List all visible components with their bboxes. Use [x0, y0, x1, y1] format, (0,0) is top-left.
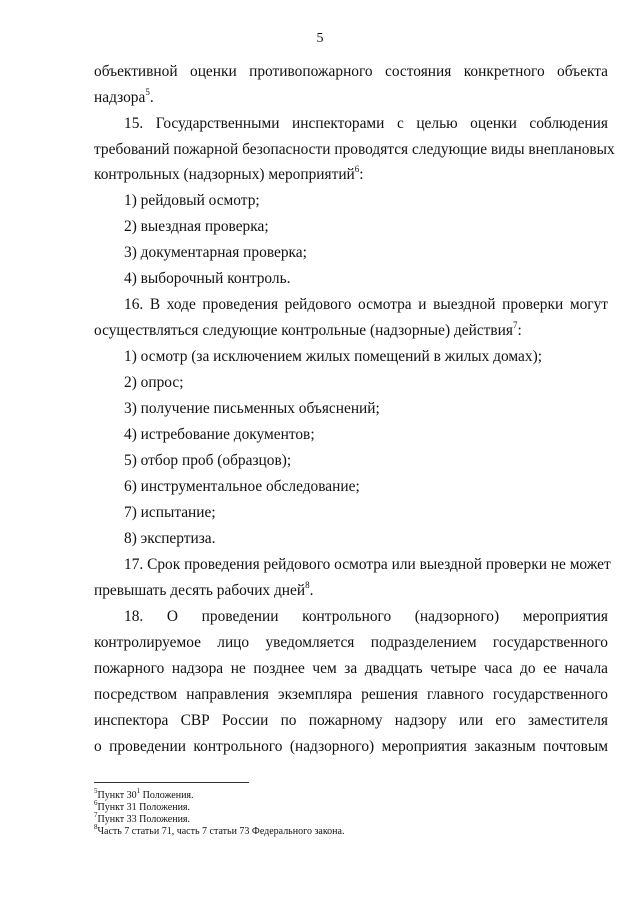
- paragraph-line: о проведении контрольного (надзорного) мероприятия заказным почтовым: [94, 738, 608, 755]
- footnote-number: 8: [94, 822, 98, 831]
- footnote-text-end: Положения.: [140, 790, 194, 801]
- list-item: 4) выборочный контроль.: [124, 270, 291, 287]
- paragraph-line: [94, 88, 608, 108]
- line-end: .: [149, 89, 154, 106]
- footnote-ref: 6: [354, 163, 360, 174]
- footnote-number: 6: [94, 798, 98, 807]
- footnote-text: Пункт 33 Положения.: [97, 814, 191, 825]
- line-text: превышать десять рабочих дней: [94, 582, 306, 599]
- paragraph-line: пожарного надзора не позднее чем за двадцать четыре часа до ее начала: [94, 660, 608, 677]
- list-item: 2) опрос;: [124, 374, 184, 391]
- footnote-text: Часть 7 статьи 71, часть 7 статьи 73 Федерального закона.: [97, 826, 345, 837]
- list-item: 7) испытание;: [124, 504, 216, 521]
- footnote-number: 7: [94, 810, 98, 819]
- paragraph-line: [94, 165, 608, 185]
- paragraph-line: требований пожарной безопасности проводятся следующие виды внеплановых: [94, 141, 615, 158]
- line-text: контрольных (надзорных) мероприятий: [94, 166, 355, 183]
- list-item: 2) выездная проверка;: [124, 218, 269, 235]
- paragraph-line: 16. В ходе проведения рейдового осмотра и выездной проверки могут: [124, 296, 608, 313]
- footnote-sup: 1: [136, 786, 141, 795]
- list-item: 3) документарная проверка;: [124, 244, 307, 261]
- footnote-text: Пункт 30: [97, 790, 137, 801]
- paragraph-line: 17. Срок проведения рейдового осмотра или выездной проверки не может: [124, 556, 611, 573]
- paragraph-line: 15. Государственными инспекторами с целью оценки соблюдения: [124, 115, 608, 132]
- footnote-ref: 5: [145, 86, 150, 97]
- line-end: :: [517, 322, 522, 339]
- footnote-divider: [94, 782, 249, 783]
- paragraph-line: посредством направления экземпляра решения главного государственного: [94, 686, 608, 703]
- line-text: надзора: [94, 89, 146, 106]
- line-end: .: [309, 582, 314, 599]
- list-item: 8) экспертиза.: [124, 530, 216, 547]
- line-text: осуществляться следующие контрольные (надзорные) действия: [94, 322, 513, 339]
- footnote-text: Пункт 31 Положения.: [97, 802, 191, 813]
- page-number: 5: [316, 31, 324, 46]
- list-item: 6) инструментальное обследование;: [124, 478, 360, 495]
- line-end: :: [359, 166, 364, 183]
- footnote-ref: 7: [512, 319, 518, 330]
- list-item: 3) получение письменных объяснений;: [124, 400, 380, 417]
- footnote-ref: 8: [305, 579, 310, 590]
- list-item: 1) осмотр (за исключением жилых помещений в жилых домах);: [124, 348, 542, 365]
- footnote: [94, 822, 345, 838]
- paragraph-line: [94, 581, 608, 601]
- paragraph-line: инспектора СВР России по пожарному надзору или его заместителя: [94, 712, 608, 729]
- list-item: 4) истребование документов;: [124, 426, 315, 443]
- paragraph-line: объективной оценки противопожарного состояния конкретного объекта: [94, 63, 608, 80]
- paragraph-line: [94, 321, 608, 341]
- list-item: 1) рейдовый осмотр;: [124, 192, 260, 209]
- paragraph-line: 18. О проведении контрольного (надзорного) мероприятия: [124, 608, 608, 625]
- paragraph-line: контролируемое лицо уведомляется подразделением государственного: [94, 634, 608, 651]
- footnote-number: 5: [94, 786, 98, 795]
- list-item: 5) отбор проб (образцов);: [124, 452, 292, 469]
